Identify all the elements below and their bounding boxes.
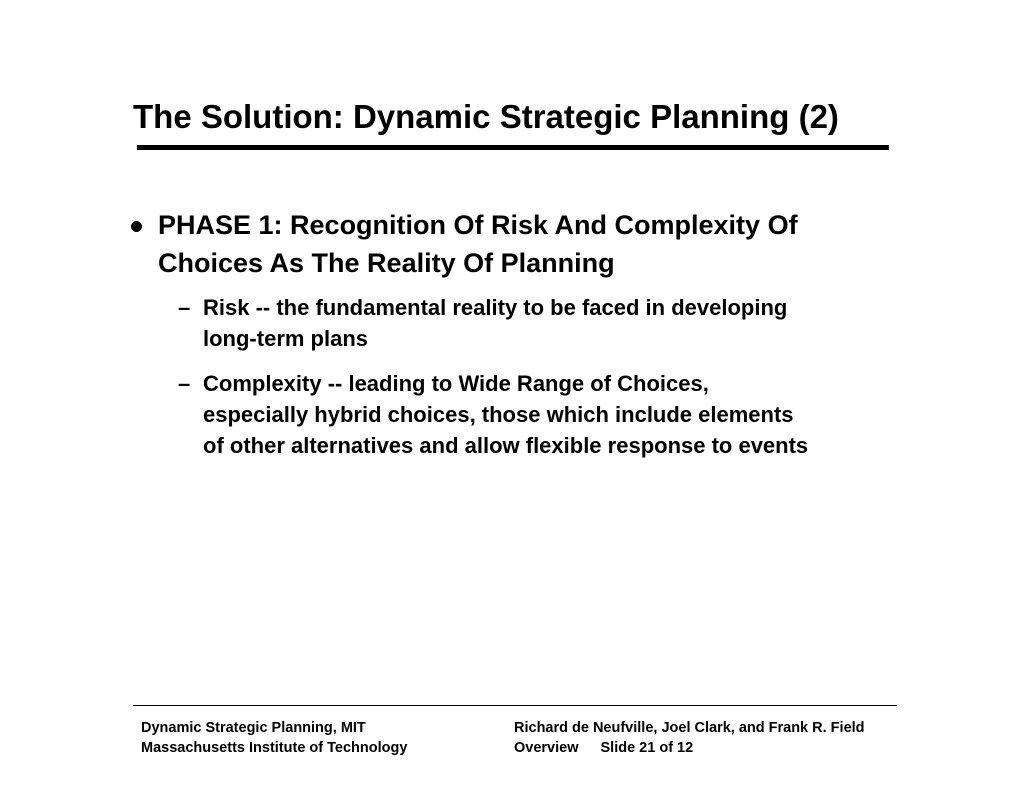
footer-right — [514, 718, 865, 758]
bullet-item-phase-1 — [130, 206, 890, 282]
title-underline — [137, 145, 889, 150]
sub-bullet-list — [175, 292, 815, 461]
footer-left — [141, 718, 407, 758]
bullet-dot-icon — [131, 221, 142, 232]
sub-item-complexity — [175, 368, 815, 461]
footer-slide-info — [514, 738, 865, 758]
footer-course-name: Dynamic Strategic Planning, MIT — [141, 720, 366, 736]
footer-section: Overview — [514, 740, 579, 756]
footer-slide-number: Slide 21 of 12 — [600, 740, 694, 756]
dash-marker: – — [178, 371, 191, 396]
sub-item-text: Complexity -- leading to Wide Range of Choices, especially hybrid choices, those which include elements of other alternatives and allow flexible response to events — [203, 371, 809, 458]
sub-item-risk — [175, 292, 815, 354]
bullet-text: PHASE 1: Recognition Of Risk And Complexity Of Choices As The Reality Of Planning — [158, 210, 798, 278]
bullet-list — [130, 206, 890, 475]
footer-institution: Massachusetts Institute of Technology — [141, 740, 408, 756]
footer-authors: Richard de Neufville, Joel Clark, and Frank R. Field — [514, 720, 865, 736]
sub-item-text: Risk -- the fundamental reality to be faced in developing long-term plans — [203, 295, 788, 351]
dash-marker: – — [178, 295, 191, 320]
footer-divider — [133, 705, 897, 706]
slide-title: The Solution: Dynamic Strategic Planning (2) — [133, 98, 839, 135]
